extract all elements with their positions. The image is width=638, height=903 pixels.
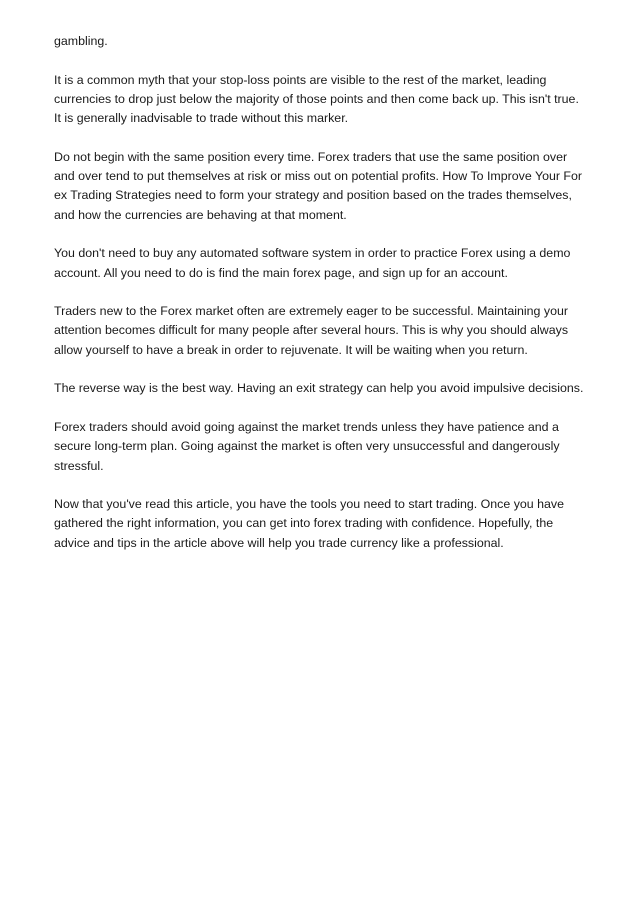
paragraph-gambling: gambling. bbox=[54, 34, 108, 48]
document-body bbox=[54, 32, 589, 572]
paragraph-conclusion: Now that you've read this article, you have the tools you need to start trading. Once you have gathered the right information, you can get into forex trading with confidence. Hopefully, the advice and tips in the article above will help you trade currency like a professional. bbox=[54, 497, 564, 550]
paragraph-same-position: Do not begin with the same position every time. Forex traders that use the same position over and over tend to put themselves at risk or miss out on potential profits. How To Improve Your For ex Trading Strategies need to form your strategy and position based on the trades themselves, and how the currencies are behaving at that moment. bbox=[54, 149, 583, 222]
paragraph-exit-strategy: The reverse way is the best way. Having an exit strategy can help you avoid impulsive decisions. bbox=[54, 381, 584, 396]
paragraph-stop-loss-myth: It is a common myth that your stop-loss points are visible to the rest of the market, leading currencies to drop just below the majority of those points and then come back up. This isn't true. It is generally inadvisable to trade without this marker. bbox=[54, 72, 579, 126]
paragraph-market-trends: Forex traders should avoid going against the market trends unless they have patience and a secure long-term plan. Going against the market is often very unsuccessful and dangerously stressful. bbox=[54, 419, 560, 473]
paragraph-take-breaks: Traders new to the Forex market often are extremely eager to be successful. Maintaining your attention becomes difficult for many people after several hours. This is why you should always allow yourself to have a break in order to rejuvenate. It will be waiting when you return. bbox=[54, 304, 569, 357]
paragraph-demo-account: You don't need to buy any automated software system in order to practice Forex using a demo account. All you need to do is find the main forex page, and sign up for an account. bbox=[54, 246, 571, 280]
